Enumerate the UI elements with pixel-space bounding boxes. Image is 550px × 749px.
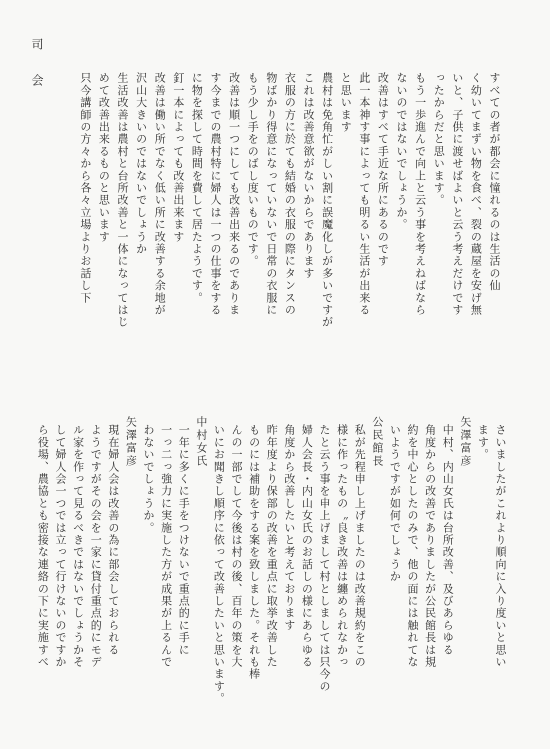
- text-line: たと云う事を申上げまして村としましては只今の: [318, 424, 331, 693]
- text-line: 農村は免角忙がしい割に誤魔化しが多いですが: [320, 72, 334, 329]
- text-line: わないでしょうか。: [142, 424, 155, 534]
- text-line: す今までの農村特に婦人は一つの仕事をする: [209, 72, 222, 316]
- text-line: と思います: [339, 72, 353, 133]
- speaker-label: 公民館長: [370, 416, 384, 468]
- text-line: ら役場、農協とも密接な連絡の下に実施すべ: [36, 424, 50, 668]
- text-line: 私が先程申し上げましたのは改善規約をこの: [353, 424, 367, 668]
- text-line: いと、子供に渡せばよいと云う考えだけです: [450, 72, 464, 316]
- text-line: ないのではないでしょうか。: [395, 72, 408, 231]
- text-line: 物ばかり得意になっていないで日常の衣服に: [264, 72, 278, 316]
- text-line: 釘一本によっても改善出来ます: [171, 72, 185, 243]
- text-line: して婦人会一つでは立って行けないのですか: [54, 424, 67, 668]
- text-line: 沢山大きいのではないでしょうか: [134, 72, 148, 255]
- text-line: 約を中心としたのみで、他の面には触れてな: [406, 424, 419, 668]
- text-line: 一っ二っ強力に実施した方が成果が上るんで: [159, 424, 173, 668]
- text-line: ったからだと思います。: [432, 72, 446, 207]
- text-line: に物を探して時間を費して居たようです。: [190, 72, 204, 304]
- speaker-label: 矢澤富彦: [458, 416, 472, 468]
- text-line: ものには補助をする案を致しました。それも棒: [247, 424, 261, 681]
- text-line: ようですがその会を一家に貸付重点的にモデ: [89, 424, 103, 668]
- text-line: いにお聞きし順序に依って改善したいと思います。: [212, 424, 226, 705]
- text-line: ル家を作って見るべきではないでしょうかそ: [71, 424, 85, 668]
- text-line: 一年に多くに手をつけないで重点的に手に: [177, 424, 191, 656]
- margin-marker-top: 司: [30, 38, 44, 54]
- text-line: 只今講師の方々から各々立場よりお話し下: [78, 72, 92, 304]
- text-line: 改善は働い所でなく低い所に改善する余地が: [153, 72, 167, 316]
- text-line: 改善は順一つにしても改善出来るのでありま: [227, 72, 241, 316]
- text-line: 昨年度より保部の改善を重点に取挙改善した: [265, 424, 279, 668]
- speaker-label: 中村女氏: [194, 416, 208, 468]
- text-line: 角度から改善したいと考えております: [282, 424, 296, 632]
- text-line: 生活改善は農村と台所改善と一体になってはじ: [116, 72, 129, 329]
- text-line: 角度からの改善でありましたが公民館長は規: [423, 424, 437, 668]
- text-line: 此一本神す事によっても明るい生活が出来る: [357, 72, 371, 316]
- text-line: 改善はすべて手近な所にあるのです: [376, 72, 390, 268]
- margin-marker-bottom: 会: [30, 74, 44, 90]
- text-line: 中村、内山女氏は台所改善、及びあらゆる: [441, 424, 455, 656]
- text-line: さいましたがこれより順向に入り度いと思い: [494, 424, 507, 668]
- text-line: 様に作ったもの〝良き改善は纏められなかっ: [335, 424, 349, 668]
- text-line: いようですが如何でしょうか: [388, 424, 402, 583]
- text-line: 婦人会長・内山女氏のお話しの様にあらゆる: [300, 424, 314, 668]
- text-line: もう少し手をのばし度いものです。: [246, 72, 260, 268]
- text-line: これは改善意欲がないからであります: [302, 72, 315, 280]
- speaker-label: 矢澤富彦: [124, 416, 138, 468]
- text-line: すべての者が都会に憧れるのは生活の仙: [488, 72, 501, 292]
- text-line: 衣服の方に於ても結婚の衣服の際にタンスの: [283, 72, 297, 316]
- text-line: 現在婦人会は改善の為に部会しておられる: [106, 424, 120, 656]
- text-line: く幼いてまずい物を食べ、裂の蔵屋を安げ無: [469, 72, 483, 316]
- text-line: んの一部でして今後は村の後、百年の策を大: [230, 424, 243, 668]
- text-line: ます。: [476, 424, 490, 461]
- text-line: めて改善出来るものと思います: [97, 72, 111, 243]
- text-line: もう一歩進んで向上と云う事を考えねばなら: [413, 72, 427, 316]
